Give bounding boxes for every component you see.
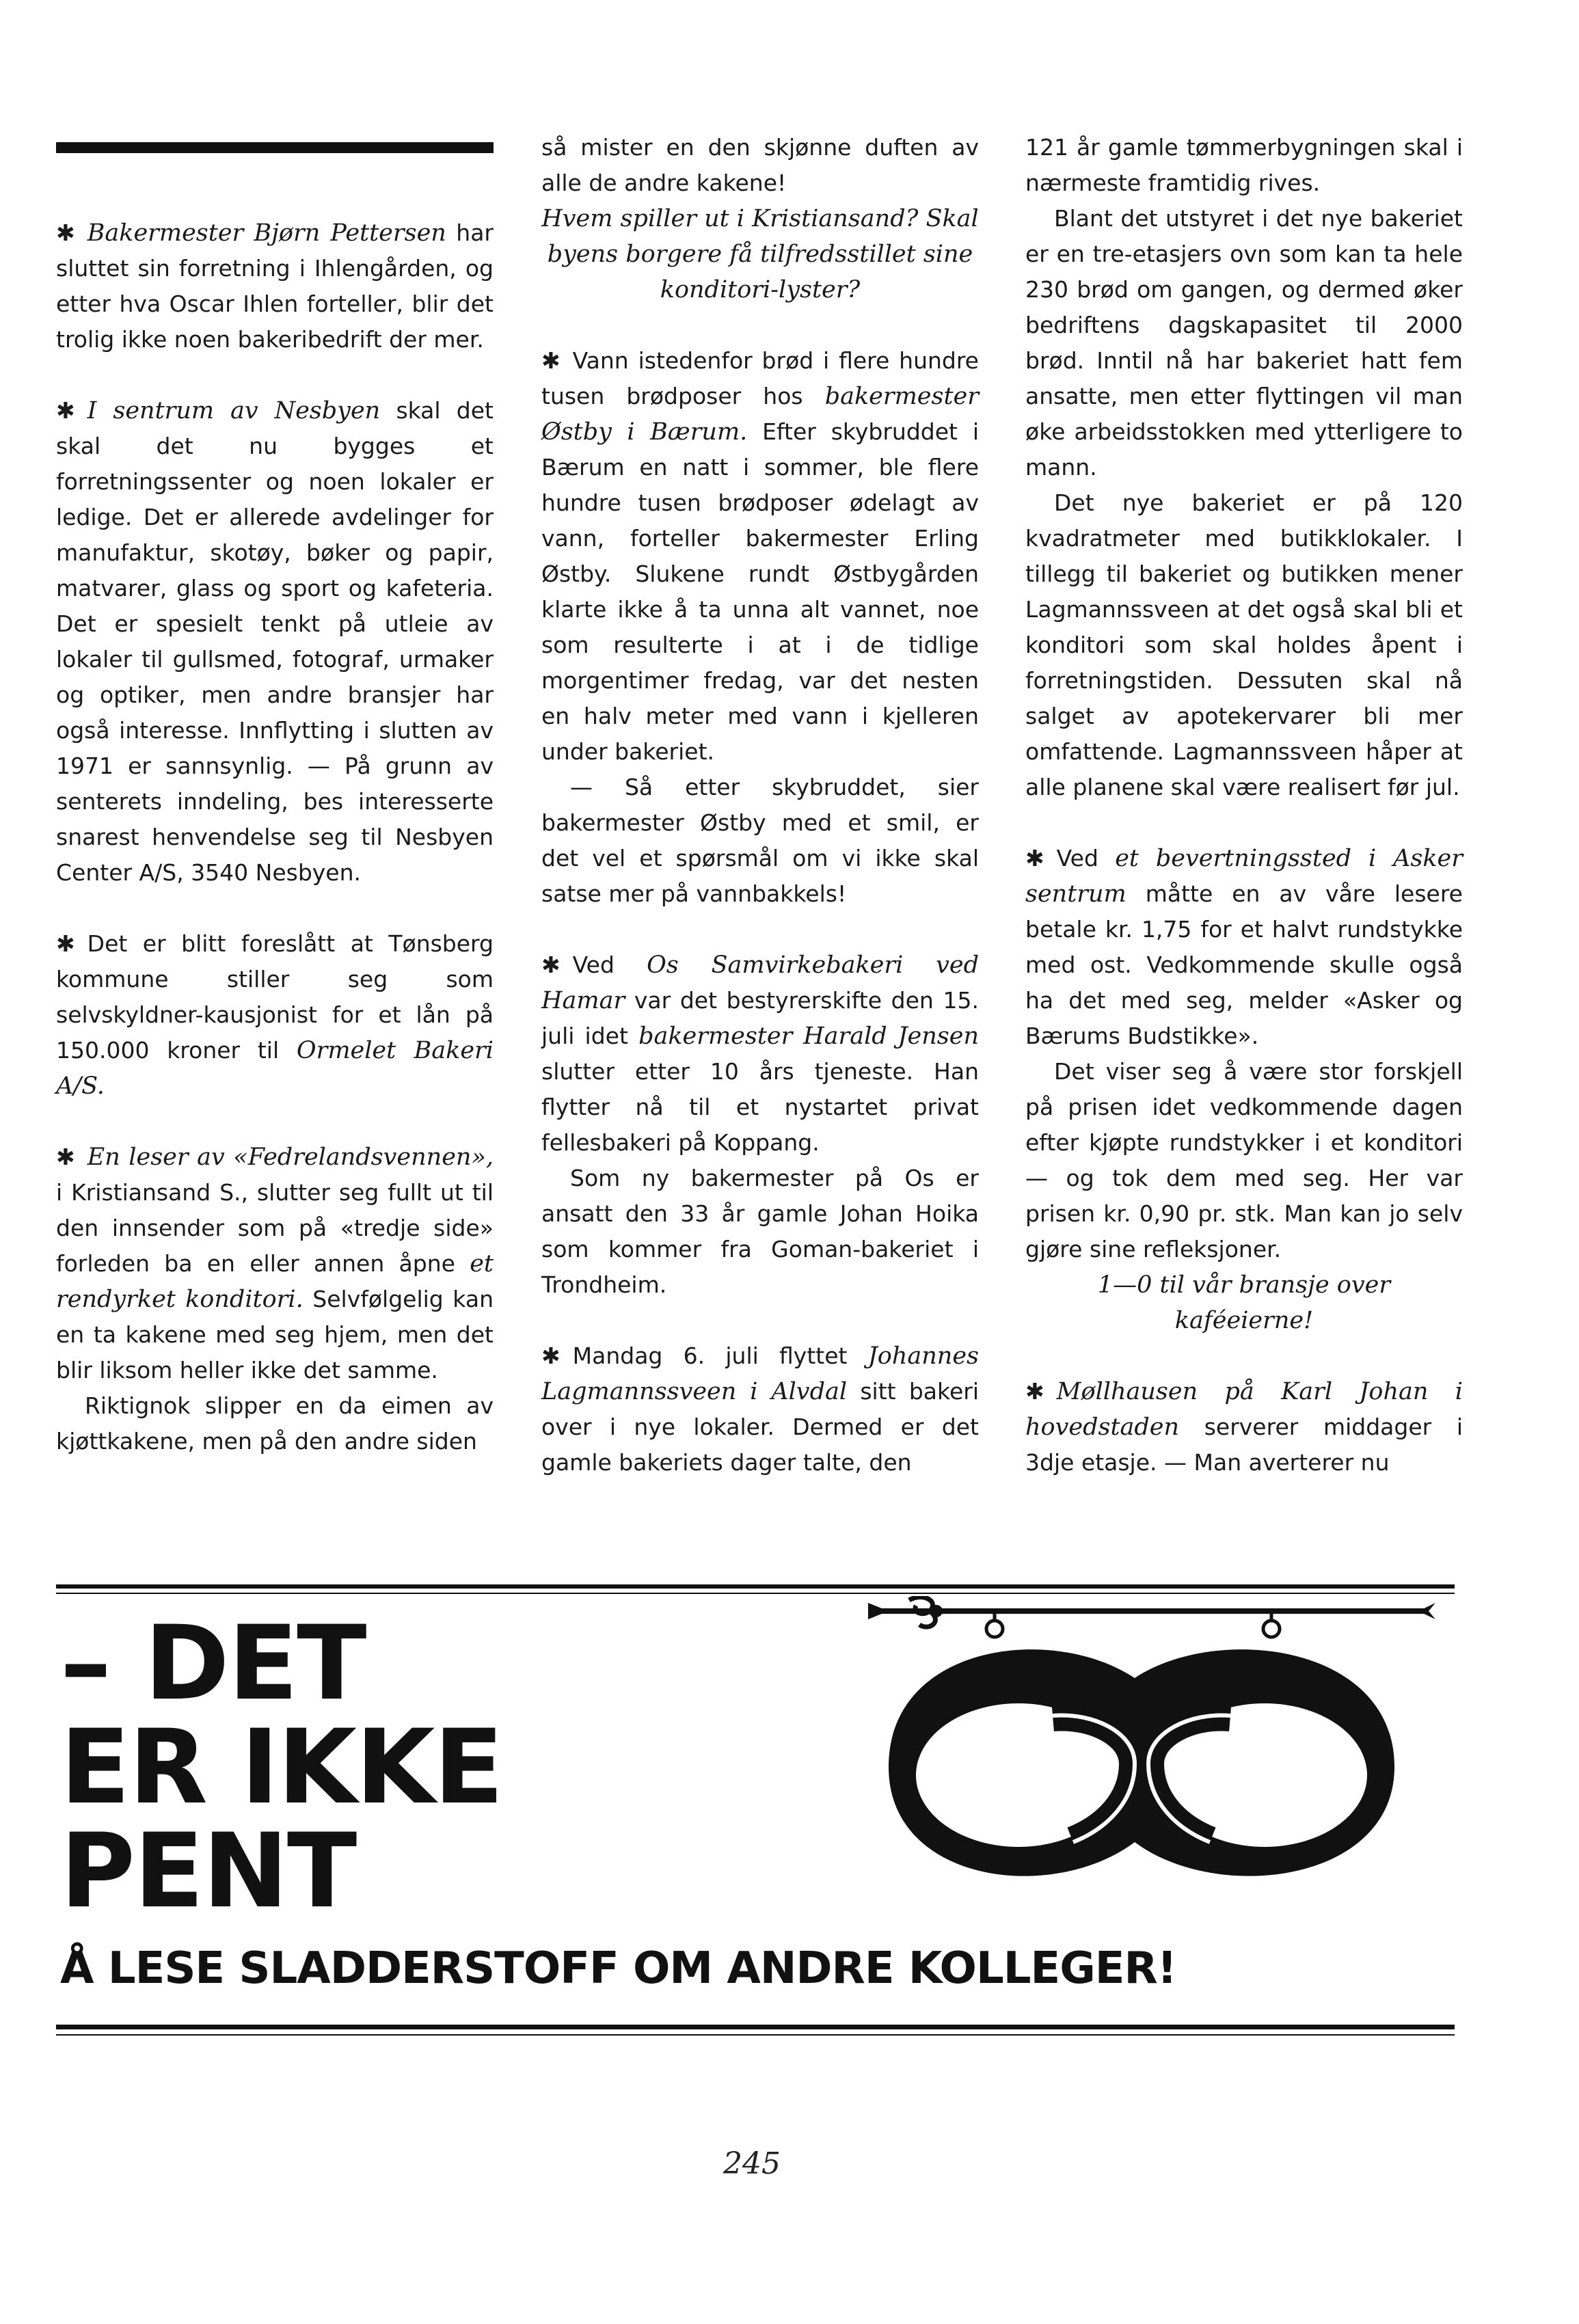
asterisk-icon: ✱ [541, 1342, 561, 1369]
news-paragraph: Blant det utstyret i det nye bakeriet er en tre-etasjers ovn som kan ta hele 230 brød om gangen, og dermed øker bedriftens dagskapasitet til 2000 brød. Inntil nå har bakeriet hatt fem ansatte, men etter flyttingen vil man øke arbeidsstokken med ytterligere to mann. [1025, 205, 1463, 481]
news-paragraph: Det viser seg å være stor forskjell på prisen idet vedkommende dagen efter kjøpte rundstykker i et konditori — og tok dem med seg. Her var prisen kr. 0,90 pr. stk. Man kan jo selv gjøre sine refleksjoner. [1025, 1058, 1463, 1262]
asterisk-icon: ✱ [541, 347, 561, 374]
asterisk-icon: ✱ [56, 219, 75, 246]
news-item-tonsberg: ✱ Det er blitt foreslått at Tønsberg kommune stiller seg som selvskyldner-kausjonist for et lån på 150.000 kroner til Ormelet Bakeri A/S. [56, 930, 494, 1100]
news-paragraph: så mister en den skjønne duften av alle de andre kakene! [541, 134, 979, 196]
news-paragraph: Det nye bakeriet er på 120 kvadratmeter med butikklokaler. I tillegg til bakeriet og butikken mener Lagmannssveen at det også skal bli et konditori som skal holdes åpent i forretningstiden. Dessuten skal nå salget av apotekervarer bli mer omfattende. Lagmannssveen håper at alle planene skal være realisert før jul. [1025, 489, 1463, 800]
column-right [1025, 130, 1463, 1481]
banner-rule-top-thin [56, 1593, 1455, 1594]
news-paragraph: 121 år gamle tømmerbygningen skal i nærmeste framtidig rives. [1025, 134, 1463, 196]
column-left [56, 215, 494, 1459]
news-italic-score: 1—0 til vår bransje over kaféeierne! [1097, 1271, 1391, 1334]
banner-rule-top [56, 1584, 1455, 1589]
news-paragraph: Som ny bakermester på Os er ansatt den 33 år gamle Johan Hoika som kommer fra Goman-bakeriet i Trondheim. [541, 1165, 979, 1298]
news-paragraph: — Så etter skybruddet, sier bakermester Østby med et smil, er det vel et spørsmål om vi ikke skal satse mer på vannbakkels! [541, 774, 979, 907]
column-middle [541, 130, 979, 1481]
news-item-ostby: ✱ Vann istedenfor brød i flere hundre tusen brødposer hos bakermester Østby i Bærum. Efter skybruddet i Bærum en natt i sommer, ble flere hundre tusen brødposer ødelagt av vann, forteller bakermester Erling Østby. Slukene rundt Østbygården klarte ikke å ta unna alt vannet, noe som resulterte i at i de tidlige morgentimer fredag, var det nesten en halv meter med vann i kjelleren under bakeriet. [541, 347, 979, 765]
banner-rule-bottom-thin [56, 2034, 1455, 2036]
page-number: 245 [723, 2146, 781, 2181]
banner-subtitle: Å LESE SLADDERSTOFF OM ANDRE KOLLEGER! [60, 1943, 1176, 1994]
asterisk-icon: ✱ [541, 951, 561, 978]
news-paragraph: Riktignok slipper en da eimen av kjøttkakene, men på den andre siden [56, 1392, 494, 1455]
news-item-pettersen: ✱ Bakermester Bjørn Pettersen har sluttet sin forretning i Ihlengården, og etter hva Oscar Ihlen forteller, blir det trolig ikke noen bakeribedrift der mer. [56, 219, 494, 353]
news-item-nesbyen: ✱ I sentrum av Nesbyen skal det skal det nu bygges et forretningssenter og noen lokaler er ledige. Det er allerede avdelinger for manufaktur, skotøy, bøker og papir, matvarer, glass og sport og kafeteria. Det er spesielt tenkt på utleie av lokaler til gullsmed, fotograf, urmaker og optiker, men andre bransjer har også interesse. Innflytting i slutten av 1971 er sannsynlig. — På grunn av senterets inndeling, bes interesserte snarest henvendelse seg til Nesbyen Center A/S, 3540 Nesbyen. [56, 397, 494, 886]
pretzel-sign-icon [848, 1596, 1449, 1917]
asterisk-icon: ✱ [56, 930, 75, 957]
news-item-fedrelandsvennen: ✱ En leser av «Fedrelandsvennen», i Kristiansand S., slutter seg fullt ut til den innsender som på «tredje side» forleden ba en eller annen åpne et rendyrket konditori. Selvfølgelig kan en ta kakene med seg hjem, men det blir liksom heller ikke det samme. [56, 1144, 494, 1383]
news-item-alvdal: ✱ Mandag 6. juli flyttet Johannes Lagmannssveen i Alvdal sitt bakeri over i nye lokaler. Dermed er det gamle bakeriets dager talte, den [541, 1342, 979, 1476]
news-item-os-samvirkebakeri: ✱ Ved Os Samvirkebakeri ved Hamar var det bestyrerskifte den 15. juli idet bakermester Harald Jensen slutter etter 10 års tjeneste. Han flytter nå til et nystartet privat fellesbakeri på Koppang. [541, 951, 979, 1156]
banner-rule-bottom [56, 2025, 1455, 2029]
news-item-mollhausen: ✱ Møllhausen på Karl Johan i hovedstaden serverer middager i 3dje etasje. — Man averterer nu [1025, 1378, 1463, 1476]
asterisk-icon: ✱ [56, 397, 75, 424]
banner-headline: – DET ER IKKE PENT [60, 1604, 502, 1931]
asterisk-icon: ✱ [1025, 1378, 1044, 1405]
news-italic-question: Hvem spiller ut i Kristiansand? Skal byens borgere få tilfredsstillet sine konditori-lyster? [541, 205, 979, 303]
top-rule [56, 142, 494, 153]
news-item-asker: ✱ Ved et bevertningssted i Asker sentrum måtte en av våre lesere betale kr. 1,75 for et halvt rundstykke med ost. Vedkommende skulle også ha det med seg, melder «Asker og Bærums Budstikke». [1025, 845, 1463, 1049]
asterisk-icon: ✱ [1025, 845, 1044, 871]
asterisk-icon: ✱ [56, 1144, 75, 1170]
